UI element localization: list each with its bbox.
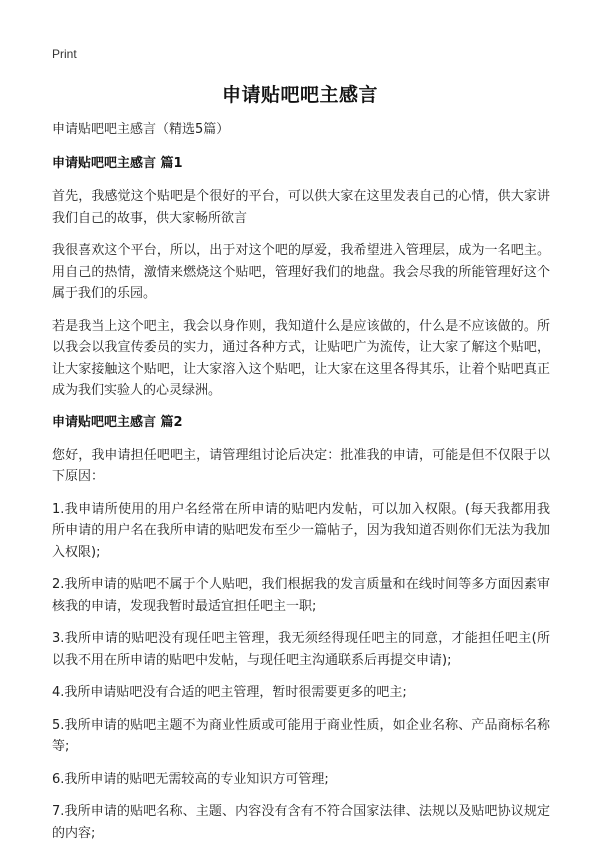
list-item: 2.我所申请的贴吧不属于个人贴吧，我们根据我的发言质量和在线时间等多方面因素审核我的申请，发现我暂时最适宜担任吧主一职;: [52, 577, 550, 614]
list-item: 4.我所申请贴吧没有合适的吧主管理，暂时很需要更多的吧主;: [52, 685, 407, 700]
section-heading: 申请贴吧吧主感言 篇1: [52, 156, 183, 171]
document-body: [52, 120, 550, 855]
document-subtitle: 申请贴吧吧主感言（精选5篇）: [52, 122, 230, 137]
list-item: 3.我所申请的贴吧没有现任吧主管理，我无须经得现任吧主的同意，才能担任吧主(所以我不用在所申请的贴吧中发帖，与现任吧主沟通联系后再提交申请);: [52, 631, 550, 668]
list-item: 1.我申请所使用的用户名经常在所申请的贴吧内发帖，可以加入权限。(每天我都用我所申请的用户名在我所申请的贴吧发布至少一篇帖子，因为我知道否则你们无法为我加入权限);: [52, 501, 550, 560]
paragraph: 我很喜欢这个平台，所以，出于对这个吧的厚爱，我希望进入管理层，成为一名吧主。用自己的热情，激情来燃烧这个贴吧，管理好我们的地盘。我会尽我的所能管理好这个属于我们的乐园。: [52, 243, 550, 301]
section-2: [52, 413, 550, 845]
section-heading: 申请贴吧吧主感言 篇2: [52, 414, 183, 430]
section-1: [52, 154, 550, 402]
paragraph: 若是我当上这个吧主，我会以身作则，我知道什么是应该做的，什么是不应该做的。所以我会以我宣传委员的实力，通过各种方式，让贴吧广为流传，让大家了解这个贴吧，让大家接触这个贴吧，让大家溶入这个贴吧，让大家在这里各得其乐，让着个贴吧真正成为我们实验人的心灵绿洲。: [52, 318, 550, 398]
page-title: 申请贴吧吧主感言: [221, 84, 378, 106]
list-item: 5.我所申请的贴吧主题不为商业性质或可能用于商业性质，如企业名称、产品商标名称等;: [52, 717, 550, 754]
list-item: 6.我所申请的贴吧无需较高的专业知识方可管理;: [52, 771, 329, 787]
paragraph: 首先，我感觉这个贴吧是个很好的平台，可以供大家在这里发表自己的心情，供大家讲我们自己的故事，供大家畅所欲言: [52, 189, 550, 226]
paragraph: 您好，我申请担任吧吧主，请管理组讨论后决定：批准我的申请，可能是但不仅限于以下原因：: [52, 447, 550, 484]
print-label[interactable]: Print: [52, 47, 77, 61]
list-item: 7.我所申请的贴吧名称、主题、内容没有含有不符合国家法律、法规以及贴吧协议规定的内容;: [52, 804, 550, 841]
